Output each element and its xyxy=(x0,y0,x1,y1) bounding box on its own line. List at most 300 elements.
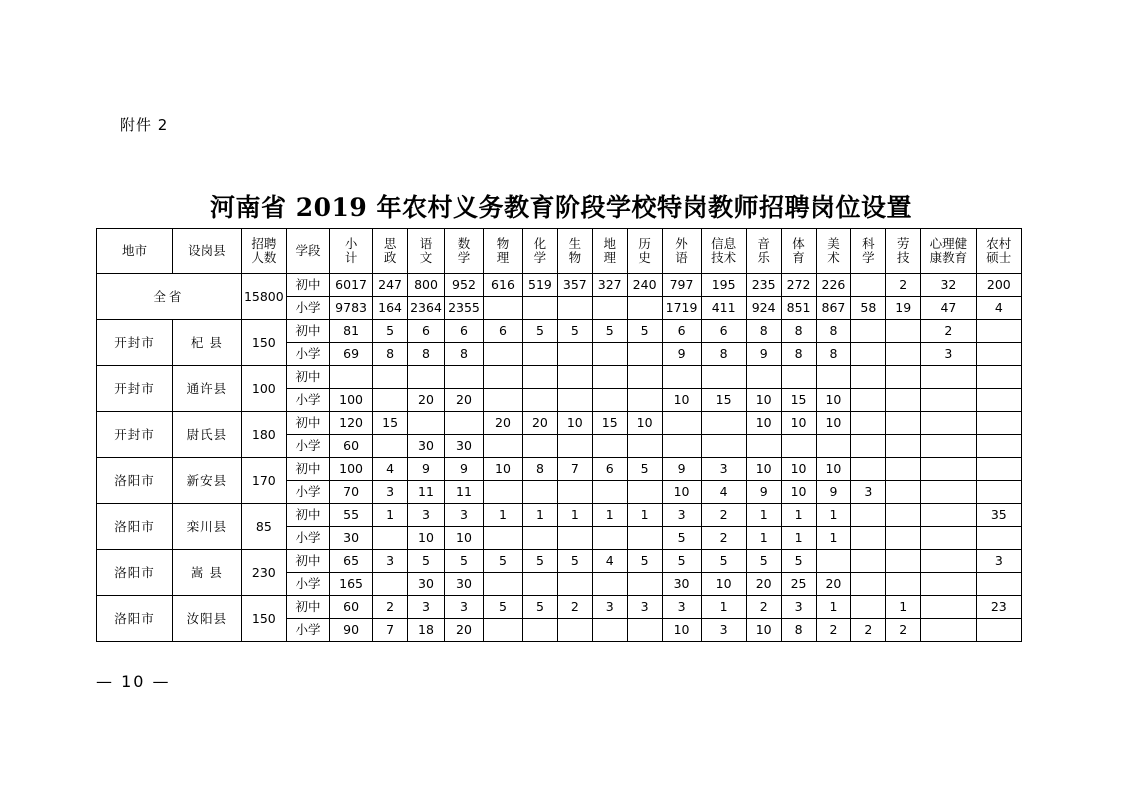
table-cell: 8 xyxy=(781,619,816,642)
table-cell: 8 xyxy=(816,343,851,366)
table-cell: 519 xyxy=(522,274,557,297)
table-cell xyxy=(627,343,662,366)
table-cell: 15 xyxy=(373,412,408,435)
table-cell xyxy=(851,435,886,458)
table-cell: 2 xyxy=(701,504,746,527)
table-cell: 6 xyxy=(592,458,627,481)
row-region-label: 开封市 xyxy=(97,412,173,458)
table-cell xyxy=(851,366,886,389)
table-cell: 10 xyxy=(816,458,851,481)
table-row xyxy=(97,274,1022,297)
table-cell: 11 xyxy=(444,481,483,504)
table-cell: 272 xyxy=(781,274,816,297)
table-cell xyxy=(627,366,662,389)
table-cell: 120 xyxy=(330,412,373,435)
table-cell: 20 xyxy=(522,412,557,435)
row-segment-label: 初中 xyxy=(286,366,329,389)
table-cell xyxy=(662,412,701,435)
table-cell: 3 xyxy=(373,481,408,504)
table-cell: 10 xyxy=(781,481,816,504)
table-cell: 200 xyxy=(976,274,1021,297)
table-cell: 10 xyxy=(781,458,816,481)
table-cell: 7 xyxy=(373,619,408,642)
table-cell xyxy=(557,527,592,550)
table-cell: 5 xyxy=(522,320,557,343)
table-cell: 47 xyxy=(921,297,976,320)
table-cell xyxy=(921,366,976,389)
table-cell xyxy=(408,412,445,435)
table-cell xyxy=(851,527,886,550)
table-cell: 20 xyxy=(444,619,483,642)
table-cell xyxy=(522,481,557,504)
table-cell xyxy=(483,481,522,504)
table-cell xyxy=(592,435,627,458)
row-segment-label: 初中 xyxy=(286,320,329,343)
table-cell xyxy=(522,435,557,458)
row-region-label: 全省 xyxy=(97,274,242,320)
table-header-cell: 心理健 康教育 xyxy=(921,229,976,274)
table-cell: 3 xyxy=(781,596,816,619)
table-cell: 9 xyxy=(746,343,781,366)
table-cell xyxy=(522,619,557,642)
table-cell xyxy=(592,366,627,389)
table-cell: 2 xyxy=(886,274,921,297)
table-cell: 6017 xyxy=(330,274,373,297)
table-cell: 952 xyxy=(444,274,483,297)
table-cell xyxy=(746,435,781,458)
table-cell: 1719 xyxy=(662,297,701,320)
table-cell xyxy=(886,573,921,596)
table-cell: 30 xyxy=(444,435,483,458)
table-cell xyxy=(886,343,921,366)
table-cell: 3 xyxy=(662,596,701,619)
table-cell: 327 xyxy=(592,274,627,297)
table-cell: 10 xyxy=(701,573,746,596)
table-cell: 9 xyxy=(662,458,701,481)
table-cell: 9 xyxy=(408,458,445,481)
table-cell xyxy=(373,435,408,458)
table-cell: 19 xyxy=(886,297,921,320)
table-cell: 65 xyxy=(330,550,373,573)
table-cell: 1 xyxy=(627,504,662,527)
table-header-cell: 农村 硕士 xyxy=(976,229,1021,274)
table-header-cell: 历 史 xyxy=(627,229,662,274)
table-cell xyxy=(886,527,921,550)
table-cell: 851 xyxy=(781,297,816,320)
row-segment-label: 初中 xyxy=(286,458,329,481)
table-cell xyxy=(557,343,592,366)
row-region-label: 洛阳市 xyxy=(97,504,173,550)
table-cell xyxy=(921,389,976,412)
table-cell: 8 xyxy=(816,320,851,343)
table-header-cell: 美 术 xyxy=(816,229,851,274)
table-cell: 70 xyxy=(330,481,373,504)
row-region-label: 开封市 xyxy=(97,366,173,412)
table-cell: 23 xyxy=(976,596,1021,619)
table-cell: 3 xyxy=(444,504,483,527)
table-header-cell: 科 学 xyxy=(851,229,886,274)
table-cell: 6 xyxy=(444,320,483,343)
table-cell: 5 xyxy=(662,550,701,573)
table-cell xyxy=(627,573,662,596)
row-segment-label: 小学 xyxy=(286,389,329,412)
row-quota: 100 xyxy=(241,366,286,412)
table-cell xyxy=(408,366,445,389)
row-segment-label: 小学 xyxy=(286,573,329,596)
table-cell: 797 xyxy=(662,274,701,297)
row-quota: 150 xyxy=(241,596,286,642)
table-cell: 5 xyxy=(557,550,592,573)
table-cell xyxy=(816,435,851,458)
table-cell xyxy=(483,389,522,412)
table-cell: 2355 xyxy=(444,297,483,320)
table-cell: 3 xyxy=(408,504,445,527)
table-cell xyxy=(851,573,886,596)
table-header-cell: 地市 xyxy=(97,229,173,274)
table-body xyxy=(97,274,1022,642)
table-cell: 10 xyxy=(816,412,851,435)
table-row xyxy=(97,458,1022,481)
row-quota: 15800 xyxy=(241,274,286,320)
table-cell: 10 xyxy=(746,458,781,481)
table-cell: 55 xyxy=(330,504,373,527)
table-cell: 5 xyxy=(662,527,701,550)
table-cell xyxy=(921,481,976,504)
table-cell: 9783 xyxy=(330,297,373,320)
table-row xyxy=(97,412,1022,435)
table-cell xyxy=(627,389,662,412)
table-cell: 616 xyxy=(483,274,522,297)
table-cell: 1 xyxy=(816,527,851,550)
table-cell xyxy=(921,458,976,481)
table-cell: 10 xyxy=(746,619,781,642)
row-segment-label: 初中 xyxy=(286,412,329,435)
table-cell: 6 xyxy=(701,320,746,343)
table-header-cell: 数 学 xyxy=(444,229,483,274)
table-cell: 164 xyxy=(373,297,408,320)
table-header-cell: 信息 技术 xyxy=(701,229,746,274)
table-cell xyxy=(592,389,627,412)
table-cell: 6 xyxy=(483,320,522,343)
table-cell xyxy=(851,412,886,435)
table-cell xyxy=(886,389,921,412)
table-cell: 2 xyxy=(557,596,592,619)
table-cell: 5 xyxy=(627,458,662,481)
table-cell: 8 xyxy=(781,320,816,343)
table-cell: 5 xyxy=(627,550,662,573)
table-cell: 3 xyxy=(627,596,662,619)
table-cell xyxy=(851,596,886,619)
table-header-cell: 思 政 xyxy=(373,229,408,274)
table-cell: 3 xyxy=(701,458,746,481)
row-region-label: 开封市 xyxy=(97,320,173,366)
table-cell xyxy=(851,550,886,573)
table-header-cell: 小 计 xyxy=(330,229,373,274)
table-cell xyxy=(886,504,921,527)
table-cell: 15 xyxy=(592,412,627,435)
table-cell: 10 xyxy=(662,389,701,412)
table-cell xyxy=(851,343,886,366)
table-cell xyxy=(921,435,976,458)
table-cell: 9 xyxy=(444,458,483,481)
row-segment-label: 小学 xyxy=(286,343,329,366)
table-cell: 3 xyxy=(592,596,627,619)
table-cell xyxy=(522,573,557,596)
table-cell: 10 xyxy=(746,412,781,435)
table-cell xyxy=(781,435,816,458)
table-cell xyxy=(851,504,886,527)
table-cell: 8 xyxy=(781,343,816,366)
table-cell xyxy=(746,366,781,389)
table-cell xyxy=(886,481,921,504)
table-cell: 411 xyxy=(701,297,746,320)
table-cell: 5 xyxy=(483,596,522,619)
row-segment-label: 初中 xyxy=(286,274,329,297)
table-cell: 1 xyxy=(746,527,781,550)
table-cell: 10 xyxy=(483,458,522,481)
table-cell xyxy=(976,527,1021,550)
table-cell xyxy=(886,435,921,458)
table-cell: 5 xyxy=(627,320,662,343)
table-cell: 9 xyxy=(746,481,781,504)
table-cell: 1 xyxy=(781,527,816,550)
table-cell xyxy=(557,297,592,320)
table-cell: 10 xyxy=(781,412,816,435)
table-cell: 1 xyxy=(701,596,746,619)
table-cell: 2 xyxy=(701,527,746,550)
table-cell xyxy=(330,366,373,389)
table-cell: 6 xyxy=(408,320,445,343)
row-segment-label: 小学 xyxy=(286,435,329,458)
table-cell: 10 xyxy=(408,527,445,550)
row-county-label: 汝阳县 xyxy=(172,596,241,642)
table-cell xyxy=(444,366,483,389)
table-cell: 10 xyxy=(746,389,781,412)
table-cell: 4 xyxy=(592,550,627,573)
table-cell: 4 xyxy=(701,481,746,504)
table-cell xyxy=(557,619,592,642)
table-cell xyxy=(851,320,886,343)
table-header-cell: 招聘 人数 xyxy=(241,229,286,274)
table-cell: 8 xyxy=(408,343,445,366)
table-cell: 867 xyxy=(816,297,851,320)
table-cell xyxy=(921,504,976,527)
row-county-label: 嵩 县 xyxy=(172,550,241,596)
table-cell xyxy=(483,343,522,366)
table-header-cell: 劳 技 xyxy=(886,229,921,274)
table-cell xyxy=(921,573,976,596)
table-cell: 2 xyxy=(921,320,976,343)
table-cell xyxy=(592,573,627,596)
table-cell xyxy=(921,596,976,619)
table-cell xyxy=(976,412,1021,435)
table-cell xyxy=(483,619,522,642)
table-cell: 1 xyxy=(781,504,816,527)
table-cell: 10 xyxy=(444,527,483,550)
table-cell xyxy=(592,527,627,550)
table-row xyxy=(97,550,1022,573)
table-cell: 1 xyxy=(373,504,408,527)
table-cell: 5 xyxy=(522,550,557,573)
table-cell: 165 xyxy=(330,573,373,596)
table-cell: 20 xyxy=(746,573,781,596)
row-segment-label: 初中 xyxy=(286,550,329,573)
table-cell: 3 xyxy=(701,619,746,642)
table-cell xyxy=(483,527,522,550)
row-segment-label: 初中 xyxy=(286,504,329,527)
table-cell xyxy=(557,573,592,596)
table-cell: 1 xyxy=(746,504,781,527)
table-cell: 11 xyxy=(408,481,445,504)
table-header-cell: 外 语 xyxy=(662,229,701,274)
table-cell: 3 xyxy=(851,481,886,504)
positions-table-container xyxy=(96,228,1022,642)
table-cell xyxy=(483,366,522,389)
table-cell xyxy=(557,389,592,412)
table-cell: 5 xyxy=(522,596,557,619)
table-cell xyxy=(592,481,627,504)
table-cell: 5 xyxy=(746,550,781,573)
table-cell: 1 xyxy=(592,504,627,527)
row-quota: 170 xyxy=(241,458,286,504)
table-cell: 3 xyxy=(976,550,1021,573)
table-cell: 235 xyxy=(746,274,781,297)
table-cell: 18 xyxy=(408,619,445,642)
table-cell: 8 xyxy=(522,458,557,481)
table-cell: 32 xyxy=(921,274,976,297)
table-cell xyxy=(373,527,408,550)
table-cell: 1 xyxy=(816,504,851,527)
table-row xyxy=(97,504,1022,527)
table-cell: 247 xyxy=(373,274,408,297)
table-cell xyxy=(851,458,886,481)
table-cell: 7 xyxy=(557,458,592,481)
row-region-label: 洛阳市 xyxy=(97,458,173,504)
table-cell xyxy=(701,412,746,435)
table-cell: 60 xyxy=(330,435,373,458)
table-cell xyxy=(851,389,886,412)
row-segment-label: 小学 xyxy=(286,297,329,320)
table-cell xyxy=(976,435,1021,458)
table-cell xyxy=(522,527,557,550)
positions-table xyxy=(96,228,1022,642)
table-cell: 100 xyxy=(330,389,373,412)
table-cell xyxy=(483,297,522,320)
table-cell: 9 xyxy=(662,343,701,366)
table-cell: 30 xyxy=(408,573,445,596)
table-cell: 5 xyxy=(592,320,627,343)
table-cell xyxy=(976,343,1021,366)
table-cell xyxy=(976,366,1021,389)
table-cell: 1 xyxy=(886,596,921,619)
attachment-label: 附件 2 xyxy=(120,116,169,134)
table-cell: 5 xyxy=(408,550,445,573)
table-cell: 10 xyxy=(627,412,662,435)
table-cell xyxy=(557,481,592,504)
table-cell: 5 xyxy=(483,550,522,573)
table-cell: 357 xyxy=(557,274,592,297)
table-cell xyxy=(662,366,701,389)
table-header-cell: 语 文 xyxy=(408,229,445,274)
table-cell xyxy=(592,619,627,642)
page-number: — 10 — xyxy=(96,672,171,691)
table-cell xyxy=(627,619,662,642)
table-cell: 2 xyxy=(746,596,781,619)
table-cell: 8 xyxy=(746,320,781,343)
table-cell xyxy=(976,481,1021,504)
table-cell: 100 xyxy=(330,458,373,481)
table-cell xyxy=(886,412,921,435)
table-cell xyxy=(592,297,627,320)
table-cell xyxy=(976,573,1021,596)
table-cell xyxy=(483,435,522,458)
table-cell xyxy=(921,619,976,642)
table-cell: 2 xyxy=(886,619,921,642)
row-quota: 230 xyxy=(241,550,286,596)
table-cell: 81 xyxy=(330,320,373,343)
table-cell xyxy=(976,458,1021,481)
table-cell: 5 xyxy=(557,320,592,343)
table-cell xyxy=(816,550,851,573)
table-header-row xyxy=(97,229,1022,274)
row-quota: 150 xyxy=(241,320,286,366)
table-cell xyxy=(886,366,921,389)
row-quota: 180 xyxy=(241,412,286,458)
table-cell xyxy=(373,366,408,389)
table-cell: 3 xyxy=(921,343,976,366)
page-title: 河南省 2019 年农村义务教育阶段学校特岗教师招聘岗位设置 xyxy=(210,193,912,222)
table-cell: 10 xyxy=(557,412,592,435)
table-cell xyxy=(701,366,746,389)
table-cell xyxy=(851,274,886,297)
row-county-label: 栾川县 xyxy=(172,504,241,550)
table-cell xyxy=(444,412,483,435)
table-row xyxy=(97,366,1022,389)
table-cell: 90 xyxy=(330,619,373,642)
row-segment-label: 小学 xyxy=(286,527,329,550)
row-segment-label: 小学 xyxy=(286,619,329,642)
table-cell xyxy=(886,458,921,481)
table-header-cell: 音 乐 xyxy=(746,229,781,274)
table-cell: 15 xyxy=(781,389,816,412)
table-header-cell: 物 理 xyxy=(483,229,522,274)
table-row xyxy=(97,596,1022,619)
table-cell xyxy=(627,297,662,320)
table-cell: 2 xyxy=(373,596,408,619)
table-cell xyxy=(816,366,851,389)
table-cell: 4 xyxy=(976,297,1021,320)
table-cell xyxy=(886,550,921,573)
table-cell: 20 xyxy=(816,573,851,596)
table-cell: 924 xyxy=(746,297,781,320)
table-cell xyxy=(483,573,522,596)
table-header-cell: 地 理 xyxy=(592,229,627,274)
table-header-cell: 体 育 xyxy=(781,229,816,274)
table-cell: 30 xyxy=(444,573,483,596)
table-cell: 15 xyxy=(701,389,746,412)
table-cell: 8 xyxy=(701,343,746,366)
row-county-label: 尉氏县 xyxy=(172,412,241,458)
table-cell: 25 xyxy=(781,573,816,596)
table-cell xyxy=(662,435,701,458)
table-cell: 3 xyxy=(662,504,701,527)
table-cell: 5 xyxy=(373,320,408,343)
table-cell xyxy=(976,619,1021,642)
row-county-label: 新安县 xyxy=(172,458,241,504)
table-header-cell: 学段 xyxy=(286,229,329,274)
table-cell: 30 xyxy=(408,435,445,458)
row-quota: 85 xyxy=(241,504,286,550)
